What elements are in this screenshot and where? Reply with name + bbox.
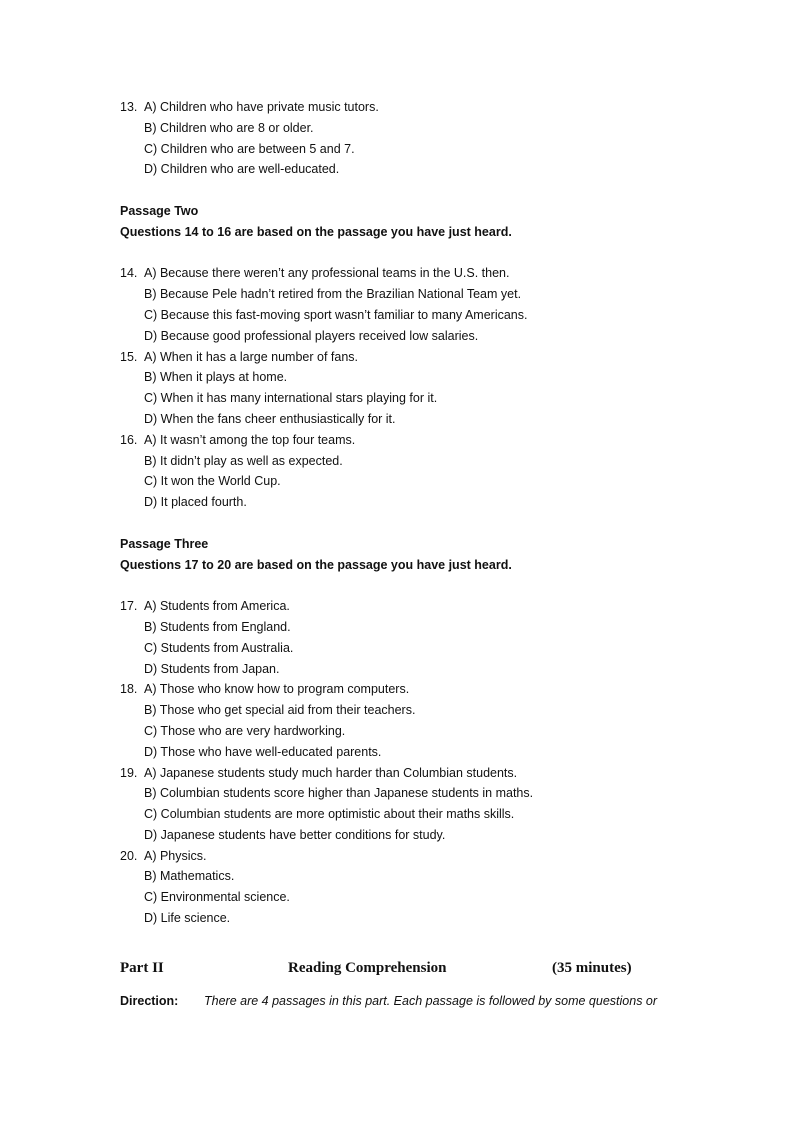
- direction-text: There are 4 passages in this part. Each passage is followed by some questions or: [204, 994, 658, 1008]
- option-c: C) Environmental science.: [144, 890, 290, 905]
- option-b: B) Those who get special aid from their teachers.: [144, 703, 416, 718]
- option-b: B) Children who are 8 or older.: [144, 120, 314, 135]
- question-16: [120, 430, 680, 513]
- question-number: 18.: [120, 682, 138, 697]
- option-a: A) Physics.: [144, 848, 207, 863]
- option-d: D) When the fans cheer enthusiastically for it.: [144, 411, 396, 426]
- option-c: C) Columbian students are more optimistic about their maths skills.: [144, 807, 515, 822]
- passage-two-title: Passage Two: [120, 203, 199, 218]
- part-two-heading: [120, 960, 640, 982]
- question-15: [120, 347, 680, 430]
- option-b: B) Because Pele hadn’t retired from the Brazilian National Team yet.: [144, 287, 522, 302]
- option-d: D) Students from Japan.: [144, 661, 280, 676]
- question-17: [120, 596, 680, 679]
- question-13: [120, 97, 680, 180]
- option-c: C) Students from Australia.: [144, 640, 294, 655]
- option-a: A) Students from America.: [144, 599, 290, 614]
- question-number: 14.: [120, 266, 138, 281]
- part-label: Part II: [120, 960, 164, 976]
- direction-line: [120, 991, 680, 1011]
- question-18: [120, 679, 680, 762]
- option-b: B) Columbian students score higher than Japanese students in maths.: [144, 786, 534, 801]
- option-c: C) Those who are very hardworking.: [144, 723, 346, 738]
- question-number: 15.: [120, 349, 138, 364]
- listening-section: [120, 97, 680, 929]
- question-number: 16.: [120, 432, 138, 447]
- option-b: B) When it plays at home.: [144, 370, 288, 385]
- option-d: D) It placed fourth.: [144, 495, 247, 510]
- option-d: D) Because good professional players received low salaries.: [144, 328, 479, 343]
- question-number: 20.: [120, 848, 138, 863]
- option-a: A) Those who know how to program computers.: [144, 682, 410, 697]
- part-time: (35 minutes): [552, 960, 632, 976]
- option-d: D) Those who have well-educated parents.: [144, 744, 382, 759]
- question-14: [120, 263, 680, 346]
- option-c: C) Because this fast-moving sport wasn’t familiar to many Americans.: [144, 307, 528, 322]
- question-number: 19.: [120, 765, 138, 780]
- option-a: A) It wasn’t among the top four teams.: [144, 432, 356, 447]
- option-b: B) Mathematics.: [144, 869, 235, 884]
- option-a: A) Japanese students study much harder than Columbian students.: [144, 765, 518, 780]
- option-c: C) Children who are between 5 and 7.: [144, 141, 355, 156]
- option-a: A) When it has a large number of fans.: [144, 349, 358, 364]
- option-d: D) Life science.: [144, 911, 231, 926]
- passage-two-instruction: Questions 14 to 16 are based on the passage you have just heard.: [120, 224, 512, 239]
- question-number: 13.: [120, 100, 138, 114]
- option-a: A) Because there weren’t any professional teams in the U.S. then.: [144, 266, 510, 281]
- question-number: 17.: [120, 599, 138, 614]
- option-c: C) It won the World Cup.: [144, 474, 281, 489]
- passage-three-instruction: Questions 17 to 20 are based on the passage you have just heard.: [120, 557, 512, 572]
- question-19: [120, 763, 680, 846]
- question-20: [120, 846, 680, 929]
- option-b: B) Students from England.: [144, 619, 291, 634]
- option-d: D) Children who are well-educated.: [144, 162, 340, 177]
- part-title: Reading Comprehension: [288, 960, 447, 976]
- passage-three-title: Passage Three: [120, 536, 209, 551]
- option-a: A) Children who have private music tutors.: [144, 100, 379, 114]
- direction-label: Direction:: [120, 994, 179, 1008]
- option-d: D) Japanese students have better conditions for study.: [144, 827, 446, 842]
- option-b: B) It didn’t play as well as expected.: [144, 453, 343, 468]
- option-c: C) When it has many international stars playing for it.: [144, 391, 438, 406]
